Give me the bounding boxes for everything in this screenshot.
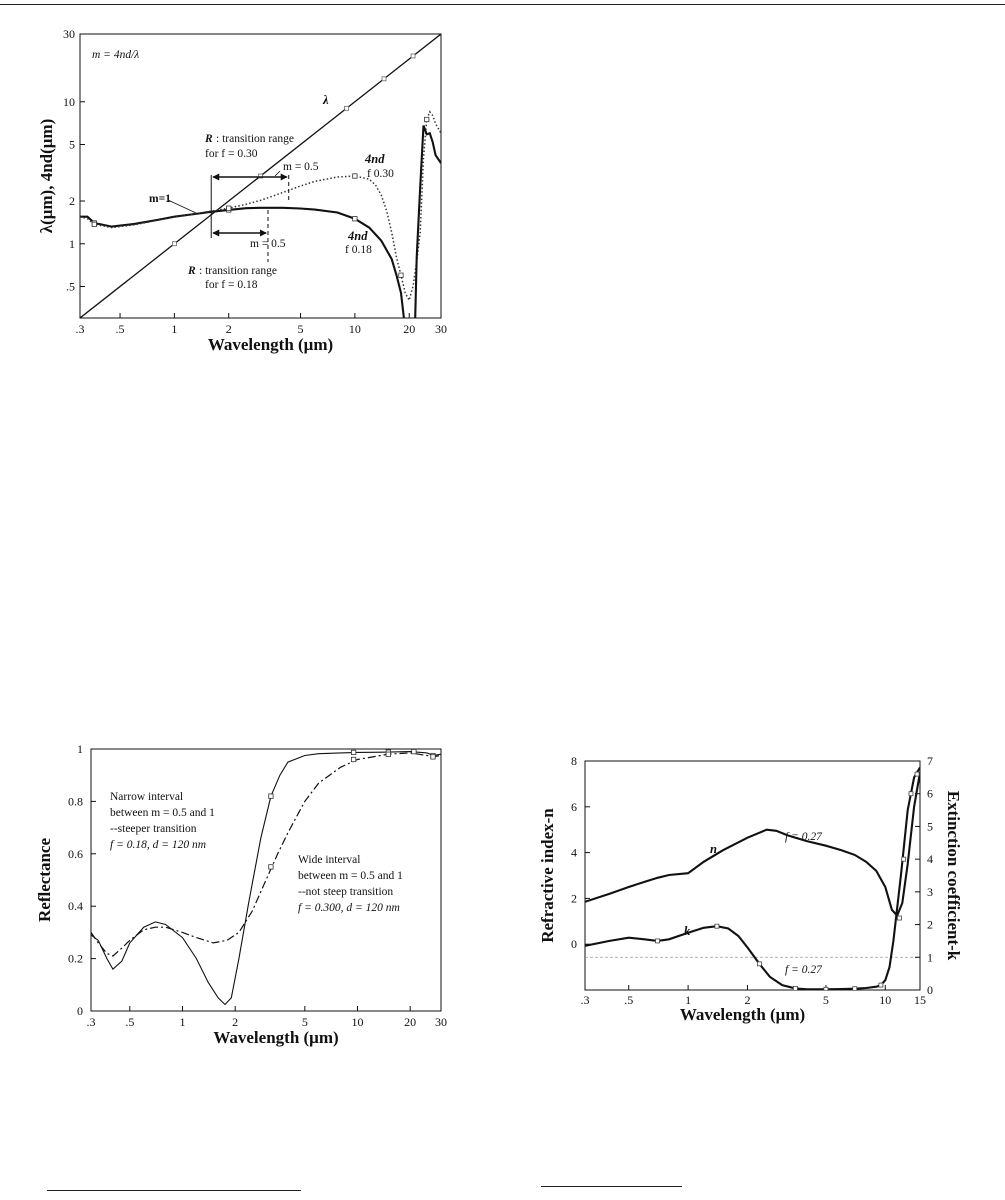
chart-a-xtick-label: 10 (348, 322, 361, 336)
chart-b-xtick-label: 20 (404, 1015, 417, 1029)
chart-c-marker (656, 939, 660, 943)
chart-a-f030: f 0.30 (367, 168, 394, 180)
chart-c-ytick-right-label: 5 (927, 819, 933, 834)
chart-b-xtick-label: 2 (232, 1015, 239, 1029)
chart-c-ytick-left-label: 6 (571, 799, 577, 814)
chart-c-xtick-label: .5 (624, 993, 634, 1007)
chart-c-ylabel-right: Extinction coefficient-k (944, 790, 963, 961)
chart-b-ytick-label: 0.2 (68, 951, 83, 966)
chart-c-ytick-right-label: 0 (927, 983, 933, 997)
chart-b-ytick-label: 0.6 (68, 846, 83, 861)
chart-a-lambda-label: λ (323, 93, 329, 107)
chart-a-series-1 (80, 208, 404, 318)
chart-c-marker (879, 983, 883, 987)
chart-b-xlabel: Wavelength (μm) (213, 1028, 339, 1047)
chart-a-transition-018-line1: : transition range (199, 265, 277, 277)
chart-b-narrow-2: between m = 0.5 and 1 (110, 807, 215, 819)
chart-a-m05-bottom: m = 0.5 (250, 238, 286, 250)
chart-b-marker (412, 749, 416, 753)
chart-b-ylabel: Reflectance (35, 837, 54, 923)
chart-c-ytick-right-label: 7 (927, 754, 933, 768)
chart-c-ylabel-left: Refractive index-n (538, 808, 557, 943)
chart-a-marker (399, 273, 403, 277)
chart-b-narrow-4: f = 0.18, d = 120 nm (110, 839, 207, 851)
chart-a-m1: m=1 (149, 193, 171, 205)
chart-a-marker (172, 242, 176, 246)
chart-c-f-n: f = 0.27 (785, 831, 822, 843)
chart-c-ytick-right-label: 1 (927, 950, 933, 965)
chart-c-xtick-label: 5 (822, 993, 829, 1007)
chart-b-xtick-label: 30 (435, 1015, 447, 1029)
chart-a-marker (92, 222, 96, 226)
chart-c-xtick-label: 10 (879, 993, 892, 1007)
chart-a-xlabel: Wavelength (μm) (207, 335, 334, 354)
chart-a-ytick-label: 10 (63, 94, 75, 109)
chart-a-marker (411, 54, 415, 58)
chart-a-4nd-030: 4nd (365, 152, 385, 166)
chart-b-ytick-label: 0.8 (68, 794, 83, 809)
chart-c-ytick-left-label: 0 (571, 937, 577, 952)
chart-b-series-1 (91, 753, 441, 956)
chart-b-marker (386, 752, 390, 756)
chart-a-transition-018-line2: for f = 0.18 (205, 279, 258, 291)
chart-b-ytick-label: 0 (77, 1004, 83, 1018)
chart-a-leader (168, 200, 196, 213)
chart-c-marker (909, 792, 913, 796)
chart-b-marker (269, 794, 273, 798)
chart-c-marker (915, 772, 919, 776)
chart-a-m05-top: m = 0.5 (283, 161, 319, 173)
chart-b-wide-3: --not steep transition (298, 886, 394, 898)
chart-a-ylabel: λ(μm), 4nd(μm) (37, 118, 56, 234)
chart-c-marker (757, 962, 761, 966)
chart-a-r-label-030: R (205, 133, 213, 145)
chart-a-arrowhead (212, 174, 219, 181)
chart-c-ytick-right-label: 6 (927, 786, 933, 801)
chart-b-narrow-3: --steeper transition (110, 823, 197, 835)
chart-refractive-index (538, 754, 963, 1024)
chart-a-marker (345, 106, 349, 110)
chart-c-marker (793, 986, 797, 990)
chart-a-series-3 (415, 126, 441, 319)
chart-b-ytick-label: 1 (77, 742, 83, 756)
chart-c-xtick-label: .3 (580, 993, 590, 1007)
chart-a-arrowhead (281, 174, 288, 181)
chart-a-xtick-label: .5 (115, 322, 125, 336)
chart-a-xtick-label: 1 (171, 322, 178, 336)
chart-b-xtick-label: .5 (125, 1015, 135, 1029)
chart-c-ytick-right-label: 2 (927, 917, 933, 932)
chart-c-f-k: f = 0.27 (785, 964, 822, 976)
chart-b-marker (269, 865, 273, 869)
chart-c-ytick-left-label: 8 (571, 754, 577, 768)
chart-a-ytick-label: 1 (69, 236, 75, 251)
chart-c-marker (715, 924, 719, 928)
chart-a-formula: m = 4nd/λ (92, 49, 140, 61)
chart-c-marker (824, 987, 828, 991)
chart-c-series-0 (585, 773, 920, 916)
chart-b-marker (431, 755, 435, 759)
chart-b-ytick-label: 0.4 (68, 899, 83, 914)
chart-b-marker (351, 750, 355, 754)
chart-b-xtick-label: 1 (179, 1015, 186, 1029)
chart-a-leader (275, 171, 280, 176)
chart-b-narrow-1: Narrow interval (110, 791, 184, 803)
footnote-rule-left (47, 1190, 301, 1191)
chart-reflectance (35, 742, 447, 1047)
chart-c-ytick-left-label: 4 (571, 845, 577, 860)
chart-a-xtick-label: 5 (297, 322, 304, 336)
chart-a-marker (425, 117, 429, 121)
chart-a-marker (353, 174, 357, 178)
chart-a-4nd-018: 4nd (348, 229, 368, 243)
chart-a-r-label-018: R (188, 265, 196, 277)
chart-c-plot-area (585, 768, 920, 992)
chart-b-wide-4: f = 0.300, d = 120 nm (298, 902, 400, 914)
chart-b-wide-1: Wide interval (298, 854, 361, 866)
chart-a-arrowhead (260, 230, 267, 237)
chart-a-xtick-label: 30 (435, 322, 447, 336)
chart-a-xtick-label: 2 (225, 322, 232, 336)
chart-a-ytick-label: 5 (69, 137, 75, 152)
chart-c-k-label: k (684, 924, 691, 938)
chart-c-series-1 (585, 768, 920, 990)
chart-c-xtick-label: 15 (914, 993, 926, 1007)
chart-b-marker (351, 757, 355, 761)
chart-a-transition-030-line2: for f = 0.30 (205, 148, 258, 160)
chart-a-f018: f 0.18 (345, 244, 372, 256)
chart-c-xlabel: Wavelength (μm) (679, 1005, 806, 1024)
chart-b-xtick-label: .3 (86, 1015, 96, 1029)
chart-a-transition-030-line1: : transition range (216, 133, 294, 145)
chart-a-marker (382, 77, 386, 81)
chart-4nd-vs-wavelength (37, 27, 447, 354)
chart-c-n-label: n (710, 842, 717, 856)
chart-a-xtick-label: .3 (75, 322, 85, 336)
chart-b-xtick-label: 10 (351, 1015, 364, 1029)
chart-a-ytick-label: 2 (69, 194, 75, 209)
chart-b-xtick-label: 5 (301, 1015, 308, 1029)
chart-a-xtick-label: 20 (403, 322, 416, 336)
chart-a-marker (353, 217, 357, 221)
chart-c-ytick-right-label: 3 (927, 884, 933, 899)
chart-a-ytick-label: 30 (63, 27, 75, 41)
chart-c-marker (897, 916, 901, 920)
footnote-rule-right (541, 1186, 682, 1187)
chart-c-ytick-left-label: 2 (571, 891, 577, 906)
chart-c-marker (902, 857, 906, 861)
chart-a-arrowhead (212, 230, 219, 237)
chart-c-xtick-label: 2 (744, 993, 751, 1007)
chart-c-ytick-right-label: 4 (927, 852, 933, 867)
chart-a-ytick-label: .5 (66, 279, 75, 294)
chart-c-xtick-label: 1 (685, 993, 692, 1007)
chart-a-marker (227, 206, 231, 210)
chart-b-wide-2: between m = 0.5 and 1 (298, 870, 403, 882)
